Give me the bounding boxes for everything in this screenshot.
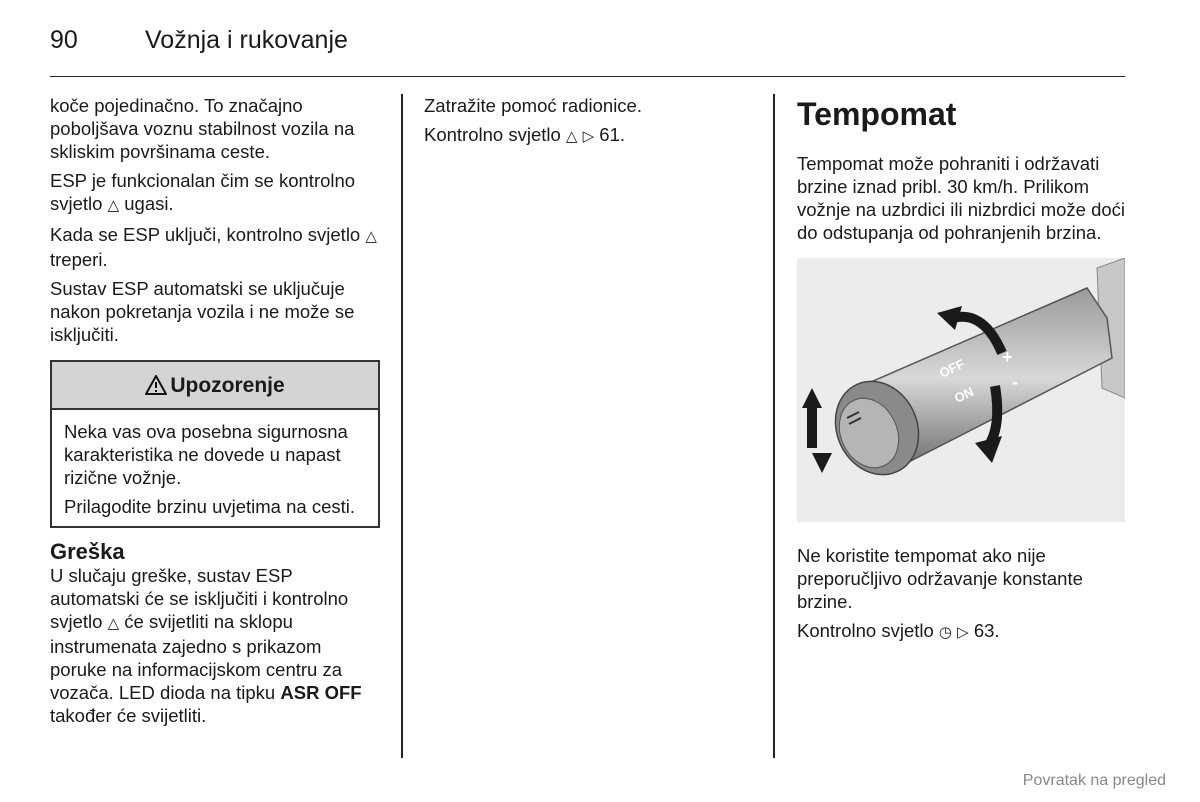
reference-arrow-icon[interactable]: ▷ — [957, 624, 969, 641]
warning-header — [52, 362, 378, 410]
paragraph: Tempomat može pohraniti i održavati brzine iznad pribl. 30 km/h. Prilikom vožnje na uzbrdici ili nizbrdici može doći do odstupanja od pohranjenih brzina. — [797, 153, 1126, 243]
page-header — [50, 26, 1125, 77]
paragraph: U slučaju greške, sustav ESP automatski će se isključiti i kontrolno svjetlo △ će svijetliti na sklopu instrumenata zajedno s prikazom poruke na informacijskom centru za vozača. LED dioda na tipku ASR OFF također će svijetliti. — [50, 565, 362, 726]
plus-label: + — [1002, 347, 1013, 367]
cruise-control-lever-illustration — [797, 258, 1125, 522]
back-to-overview-link[interactable]: Povratak na pregled — [1022, 772, 1166, 789]
on-label: ON — [951, 383, 976, 406]
warning-triangle-icon — [145, 375, 167, 395]
warning-box — [50, 360, 380, 528]
esp-skid-icon: △ — [107, 197, 120, 214]
reference-arrow-icon[interactable]: ▷ — [582, 128, 595, 145]
paragraph: Sustav ESP automatski se uključuje nakon pokretanja vozila i ne može se isključiti. — [50, 278, 355, 345]
paragraph: Kada se ESP uključi, kontrolno svjetlo △ treperi. — [50, 224, 377, 270]
off-label: OFF — [936, 356, 967, 381]
chapter-title: Vožnja i rukovanje — [145, 26, 348, 54]
column-divider — [773, 94, 775, 758]
column-3 — [797, 94, 1137, 650]
warning-title: Upozorenje — [170, 373, 285, 397]
minus-label: - — [1012, 372, 1018, 392]
section-heading: Greška — [50, 539, 125, 564]
paragraph: kočе pojedinačno. To značajno poboljšava voznu stabilnost vozila na skliskim površinama ceste. — [50, 95, 355, 162]
pull-arrow-icon — [812, 453, 832, 473]
paragraph: Ne koristite tempomat ako nije preporučljivo održavanje konstante brzine. — [797, 545, 1083, 612]
page-reference-link[interactable]: 61. — [594, 124, 626, 145]
page-reference-link[interactable]: 63. — [968, 620, 1000, 641]
column-divider — [401, 94, 403, 758]
paragraph: ESP je funkcionalan čim se kontrolno svjetlo △ ugasi. — [50, 170, 356, 214]
push-arrow-icon — [802, 388, 822, 408]
warning-body — [52, 410, 378, 526]
paragraph: Zatražite pomoć radionice. — [424, 95, 642, 116]
reference-line: Kontrolno svjetlo △ ▷ 61. — [424, 124, 626, 145]
column-1 — [50, 94, 380, 733]
esp-skid-icon: △ — [565, 128, 578, 145]
reference-line: Kontrolno svjetlo ◷ ▷ 63. — [797, 620, 1000, 641]
warning-text: Neka vas ova posebna sigurnosna karakteristika ne dovede u napast rizične vožnje. — [64, 421, 348, 488]
warning-text: Prilagodite brzinu uvjetima na cesti. — [64, 496, 356, 517]
section-title: Tempomat — [797, 96, 957, 132]
column-2 — [424, 94, 764, 154]
page-number: 90 — [50, 26, 78, 54]
cruise-control-icon: ◷ — [938, 624, 953, 641]
esp-skid-icon: △ — [107, 615, 120, 632]
esp-skid-icon: △ — [365, 228, 377, 245]
